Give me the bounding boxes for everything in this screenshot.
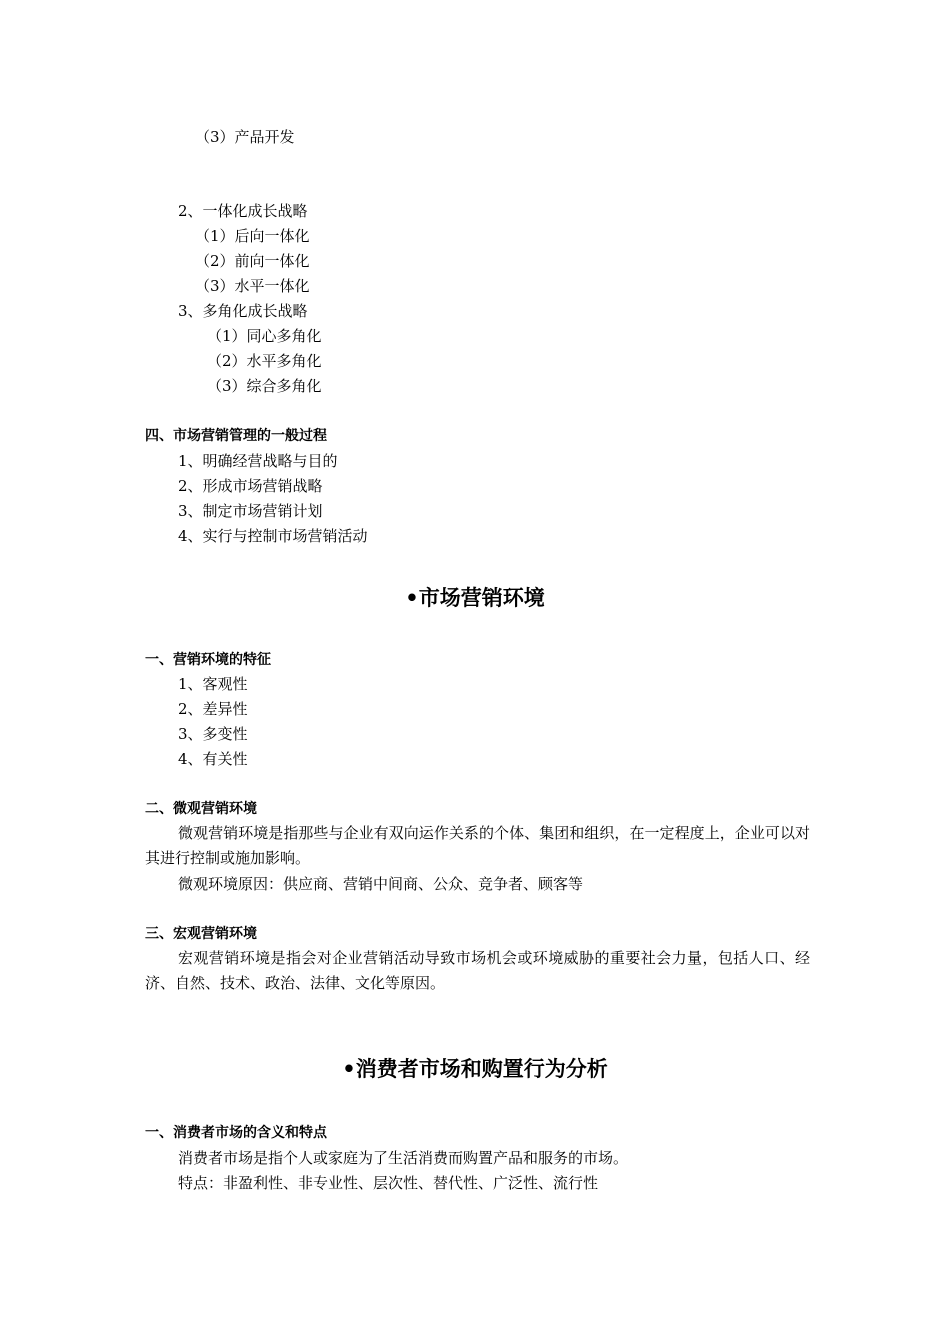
section-heading: 二、微观营销环境 — [145, 801, 257, 817]
section-heading: 一、消费者市场的含义和特点 — [145, 1125, 327, 1141]
body-paragraph: 宏观营销环境是指会对企业营销活动导致市场机会或环境威胁的重要社会力量，包括人口、经济、自然、技术、政治、法律、文化等原因。 — [145, 949, 810, 992]
list-item: （2）前向一体化 — [195, 252, 310, 270]
list-item: （1）后向一体化 — [195, 227, 310, 245]
list-item: （3）综合多角化 — [207, 377, 322, 395]
list-item: 3、制定市场营销计划 — [178, 502, 323, 520]
section-heading: 三、宏观营销环境 — [145, 926, 257, 942]
list-item: （2）水平多角化 — [207, 352, 322, 370]
body-line: 微观环境原因：供应商、营销中间商、公众、竞争者、顾客等 — [178, 875, 584, 893]
list-item: 4、有关性 — [178, 750, 248, 768]
list-item: 4、实行与控制市场营销活动 — [178, 527, 368, 545]
body-line: 特点：非盈利性、非专业性、层次性、替代性、广泛性、流行性 — [178, 1174, 599, 1192]
section-heading: 四、市场营销管理的一般过程 — [145, 428, 327, 444]
list-item: 3、多变性 — [178, 725, 248, 743]
list-item: （3）产品开发 — [195, 128, 295, 146]
list-item: 2、一体化成长战略 — [178, 202, 308, 220]
list-item: 2、形成市场营销战略 — [178, 477, 323, 495]
list-item: 1、客观性 — [178, 675, 248, 693]
list-item: 1、明确经营战略与目的 — [178, 452, 338, 470]
body-paragraph: 微观营销环境是指那些与企业有双向运作关系的个体、集团和组织，在一定程度上，企业可以对其进行控制或施加影响。 — [145, 824, 810, 867]
chapter-title: •市场营销环境 — [405, 586, 545, 610]
body-line: 消费者市场是指个人或家庭为了生活消费而购置产品和服务的市场。 — [178, 1149, 629, 1167]
list-item: （3）水平一体化 — [195, 277, 310, 295]
list-item: （1）同心多角化 — [207, 327, 322, 345]
list-item: 3、多角化成长战略 — [178, 302, 308, 320]
chapter-title: •消费者市场和购置行为分析 — [342, 1057, 608, 1081]
section-heading: 一、营销环境的特征 — [145, 652, 271, 668]
list-item: 2、差异性 — [178, 700, 248, 718]
